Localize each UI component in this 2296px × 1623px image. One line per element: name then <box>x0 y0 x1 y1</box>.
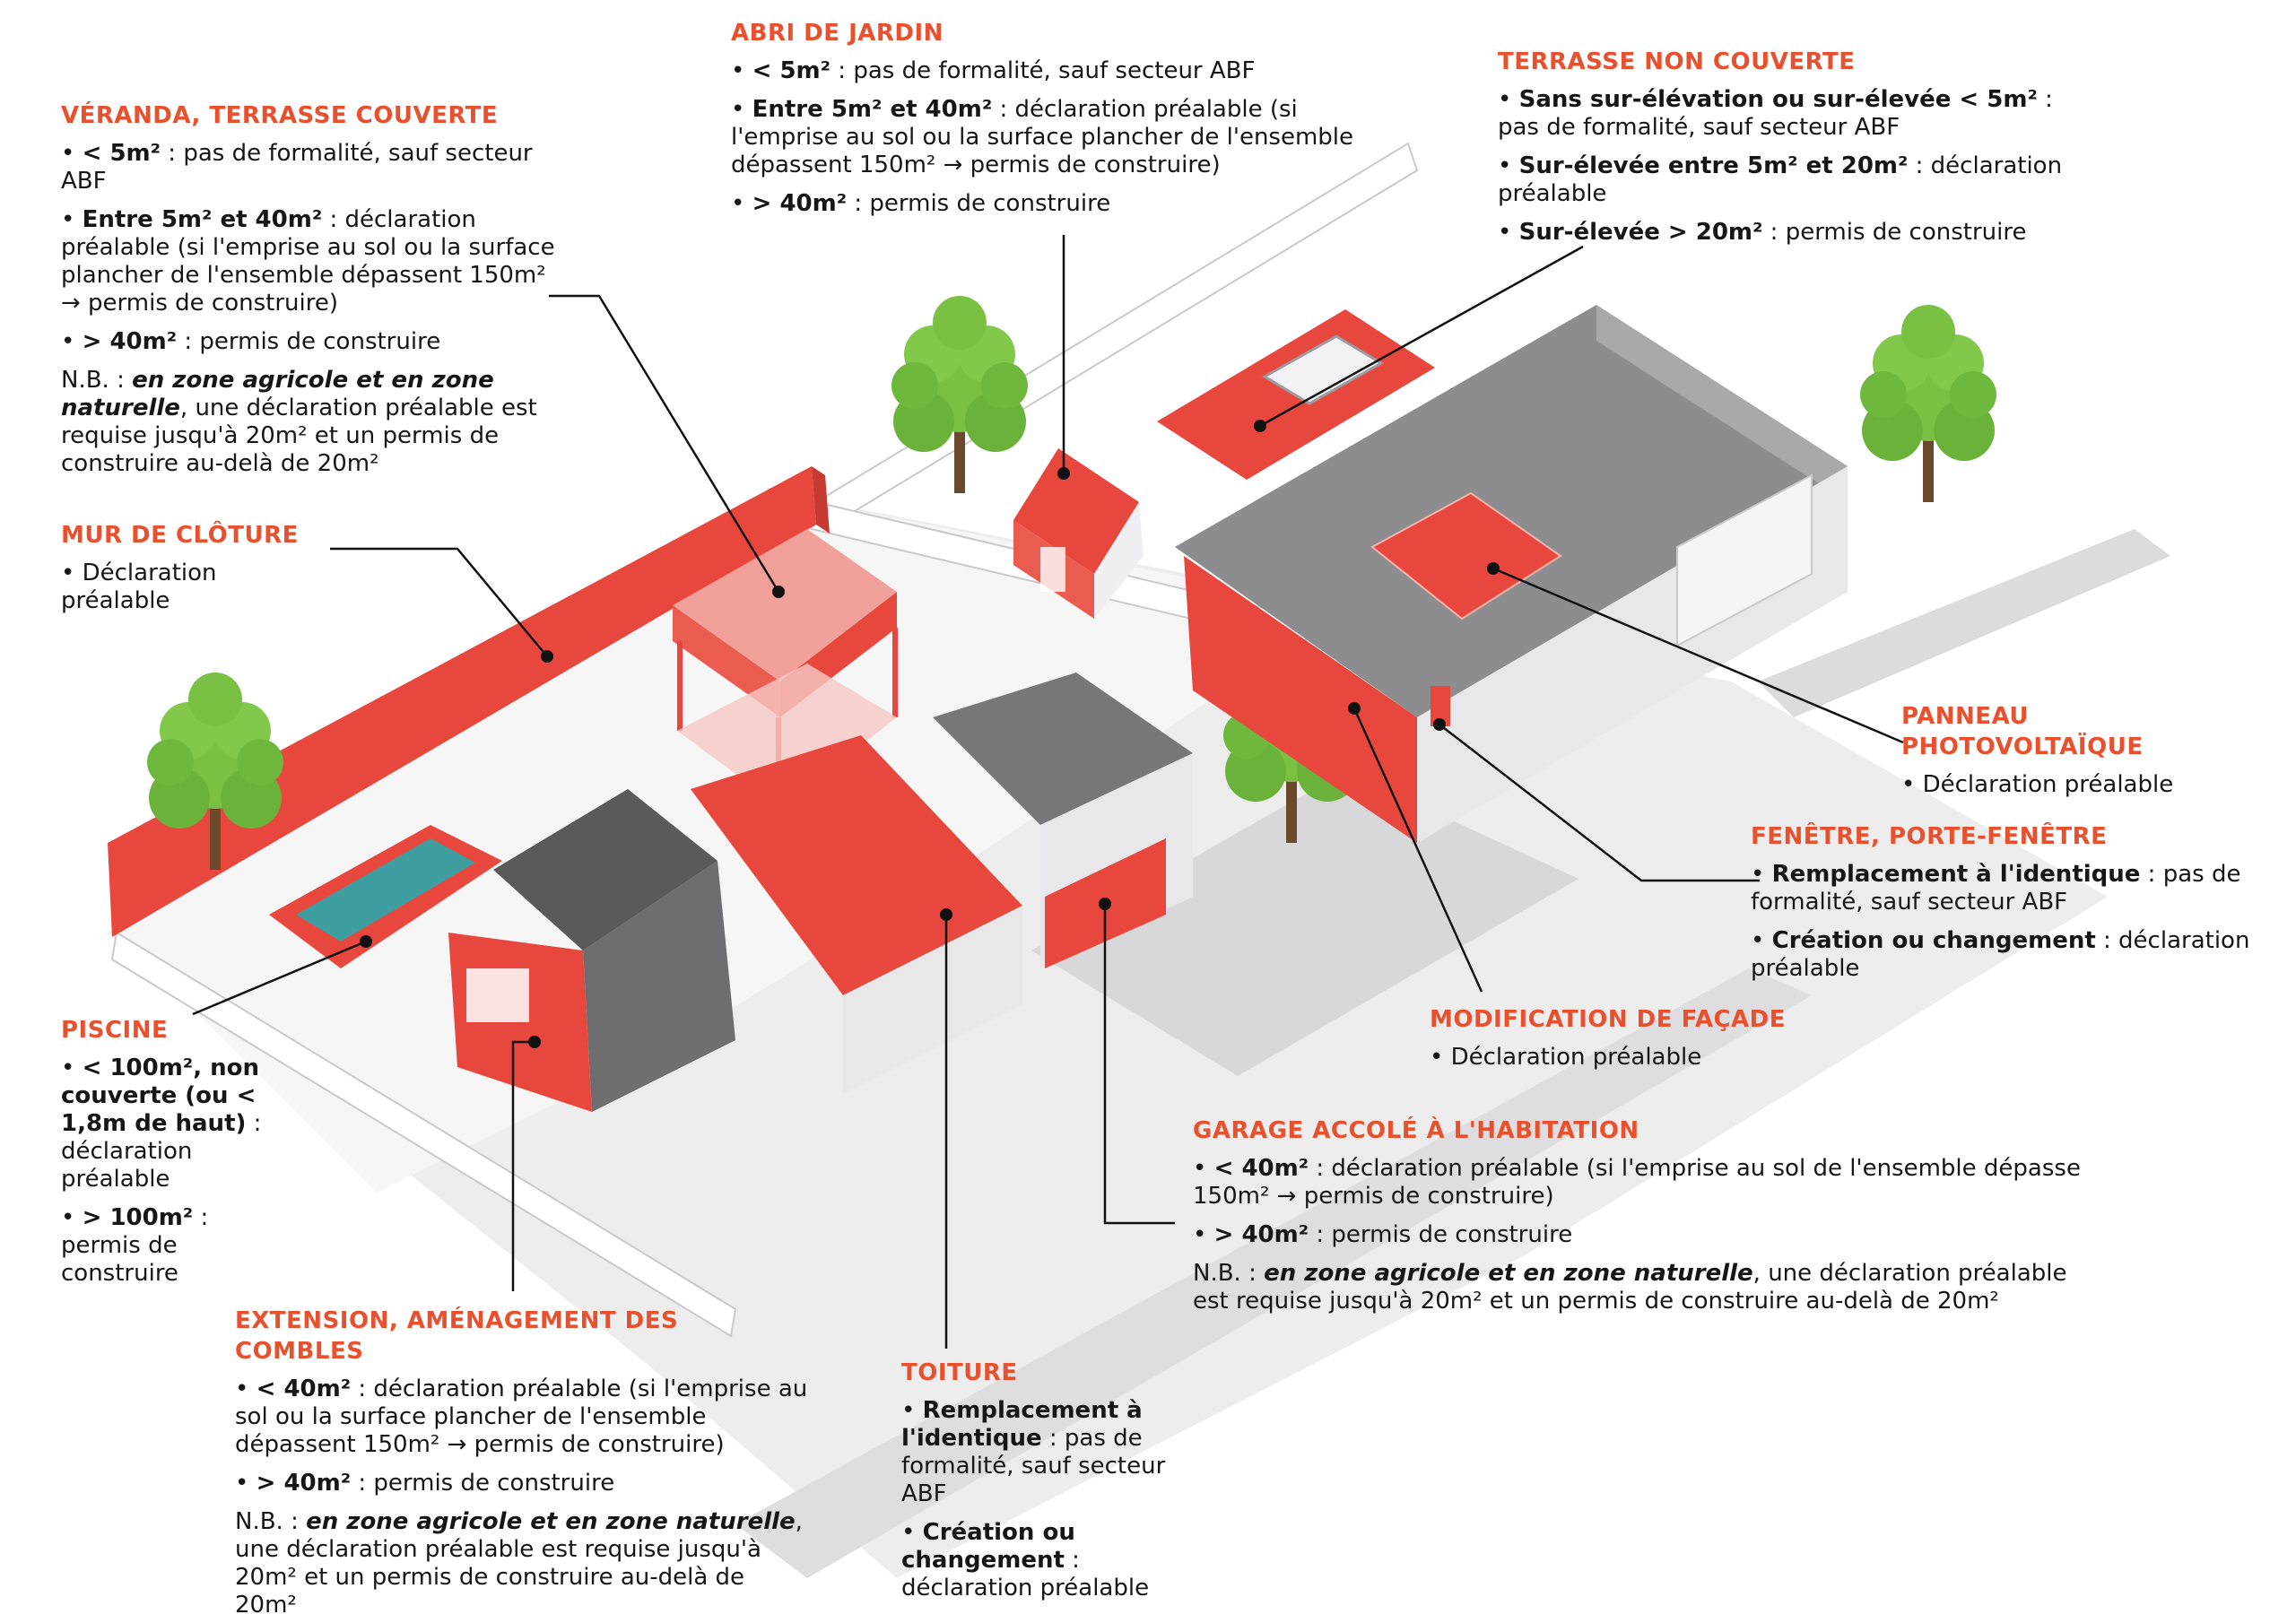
abri-item: • > 40m² : permis de construire <box>731 190 1111 217</box>
piscine-item: • < 100m², non couverte (ou < 1,8m de haut) : déclaration préalable <box>61 1055 262 1193</box>
veranda-note: N.B. : en zone agricole et en zone naturelle, une déclaration préalable est requise jusqu'à 20m² et un permis de construire au-delà de 20m² <box>61 367 537 477</box>
terrasse-callout <box>1498 47 2072 257</box>
abri-item: • Entre 5m² et 40m² : déclaration préalable (si l'emprise au sol ou la surface plancher de l'ensemble dépassent 150m² → permis de construire) <box>731 96 1354 178</box>
facade-callout <box>1430 1004 1878 1082</box>
veranda-item: • < 5m² : pas de formalité, sauf secteur ABF <box>61 140 533 195</box>
terrasse-title: TERRASSE NON COUVERTE <box>1498 48 1856 75</box>
garage-callout <box>1193 1115 2099 1315</box>
abri-callout <box>731 18 1404 229</box>
terrasse-item: • Sur-élevée > 20m² : permis de construire <box>1498 219 2027 246</box>
facade-item: • Déclaration préalable <box>1430 1044 1702 1071</box>
piscine-title: PISCINE <box>61 1017 169 1044</box>
facade-title: MODIFICATION DE FAÇADE <box>1430 1006 1787 1033</box>
toiture-item: • Remplacement à l'identique : pas de formalité, sauf secteur ABF <box>901 1397 1166 1507</box>
garage-note: N.B. : en zone agricole et en zone naturelle, une déclaration préalable est requise jusqu'à 20m² et un permis de construire au-delà de 20m² <box>1193 1260 2067 1315</box>
panneau-item: • Déclaration préalable <box>1901 771 2174 798</box>
mur-item: • Déclaration préalable <box>61 560 217 614</box>
extension-title: EXTENSION, AMÉNAGEMENT DES COMBLES <box>235 1307 679 1365</box>
garage-item: • > 40m² : permis de construire <box>1193 1221 1573 1248</box>
abri-title: ABRI DE JARDIN <box>731 20 944 47</box>
piscine-item: • > 100m² : permis de construire <box>61 1204 209 1287</box>
toiture-title: TOITURE <box>901 1359 1018 1386</box>
mur-callout <box>61 520 330 626</box>
fenetre-title: FENÊTRE, PORTE-FENÊTRE <box>1751 823 2108 850</box>
extension-note: N.B. : en zone agricole et en zone naturelle, une déclaration préalable est requise jusqu'à 20m² et un permis de construire au-delà de 20m² <box>235 1508 803 1619</box>
veranda-callout <box>61 100 563 478</box>
fenetre-callout <box>1751 821 2289 994</box>
piscine-callout <box>61 1015 276 1298</box>
veranda-item: • > 40m² : permis de construire <box>61 328 441 355</box>
tree <box>1860 305 1996 502</box>
fenetre-item: • Création ou changement : déclaration préalable <box>1751 927 2250 982</box>
garage-title: GARAGE ACCOLÉ À L'HABITATION <box>1193 1117 1639 1144</box>
extension-item: • > 40m² : permis de construire <box>235 1470 615 1497</box>
extension-item: • < 40m² : déclaration préalable (si l'emprise au sol ou la surface plancher de l'ensemble dépassent 150m² → permis de construire) <box>235 1376 808 1458</box>
veranda-title: VÉRANDA, TERRASSE COUVERTE <box>61 102 499 129</box>
toiture-item: • Création ou changement : déclaration préalable <box>901 1519 1150 1601</box>
panneau-callout <box>1901 701 2278 810</box>
mur-title: MUR DE CLÔTURE <box>61 522 299 549</box>
terrasse-item: • Sans sur-élévation ou sur-élevée < 5m² : pas de formalité, sauf secteur ABF <box>1498 86 2053 141</box>
veranda-item: • Entre 5m² et 40m² : déclaration préalable (si l'emprise au sol ou la surface plancher de l'ensemble dépassent 150m² → permis de construire) <box>61 206 555 317</box>
garage-item: • < 40m² : déclaration préalable (si l'emprise au sol de l'ensemble dépasse 150m² → permis de construire) <box>1193 1155 2081 1210</box>
fenetre-item: • Remplacement à l'identique : pas de formalité, sauf secteur ABF <box>1751 861 2241 916</box>
terrasse-item: • Sur-élevée entre 5m² et 20m² : déclaration préalable <box>1498 152 2063 207</box>
extension-callout <box>235 1306 809 1619</box>
toiture-callout <box>901 1358 1197 1613</box>
panneau-title: PANNEAU PHOTOVOLTAÏQUE <box>1901 703 2144 760</box>
abri-item: • < 5m² : pas de formalité, sauf secteur ABF <box>731 57 1256 84</box>
